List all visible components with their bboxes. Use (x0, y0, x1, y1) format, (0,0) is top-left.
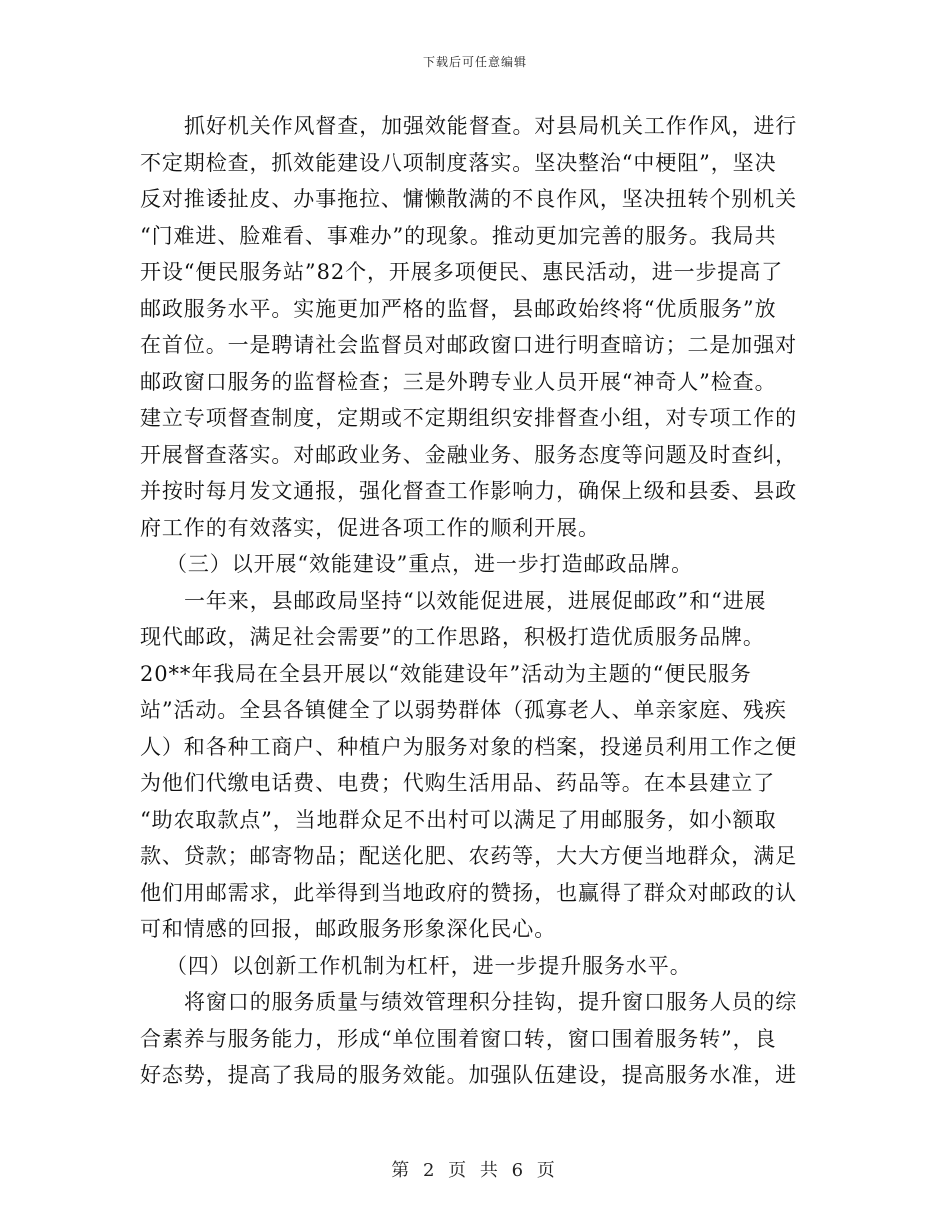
text-line: 抓好机关作风督查，加强效能督查。对县局机关工作作风，进行 (184, 114, 798, 138)
text-line: 站”活动。全县各镇健全了以弱势群体（孤寡老人、单亲家庭、残疾 (140, 698, 787, 722)
text-line: 开展督查落实。对邮政业务、金融业务、服务态度等问题及时查纠， (140, 442, 797, 467)
text-line: 反对推诿扯皮、办事拖拉、慵懒散满的不良作风，坚决扭转个别机关 (140, 187, 797, 211)
text-line: 开设“便民服务站”82个，开展多项便民、惠民活动，进一步提高了 (140, 260, 784, 284)
text-line: 20**年我局在全县开展以“效能建设年”活动为主题的“便民服务 (140, 661, 752, 686)
text-line: “助农取款点”，当地群众足不出村可以满足了用邮服务，如小额取 (140, 807, 777, 832)
text-line: 好态势，提高了我局的服务效能。加强队伍建设，提高服务水准，进 (140, 1063, 797, 1087)
text-line: 一年来，县邮政局坚持“以效能促进展，进展促邮政”和“进展 (184, 588, 767, 613)
text-line: 现代邮政，满足社会需要”的工作思路，积极打造优质服务品牌。 (140, 625, 765, 649)
text-line: 他们用邮需求，此举得到当地政府的赞扬，也赢得了群众对邮政的认 (140, 880, 797, 905)
section-heading: （四）以创新工作机制为杠杆，进一步提升服务水平。 (166, 953, 692, 978)
text-line: 人）和各种工商户、种植户为服务对象的档案，投递员利用工作之便 (140, 734, 797, 759)
text-line: 款、贷款；邮寄物品；配送化肥、农药等，大大方便当地群众，满足 (140, 844, 797, 868)
text-line: 在首位。一是聘请社会监督员对邮政窗口进行明查暗访；二是加强对 (140, 333, 797, 357)
text-line: 邮政服务水平。实施更加严格的监督，县邮政始终将“优质服务”放 (140, 296, 777, 321)
section-heading: （三）以开展“效能建设”重点，进一步打造邮政品牌。 (166, 552, 693, 576)
text-line: 为他们代缴电话费、电费；代购生活用品、药品等。在本县建立了 (140, 771, 776, 795)
text-line: “门难进、脸难看、事难办”的现象。推动更加完善的服务。我局共 (140, 223, 777, 248)
page-number: 第 2 页 共 6 页 (391, 1160, 559, 1181)
text-line: 邮政窗口服务的监督检查；三是外聘专业人员开展“神奇人”检查。 (140, 369, 777, 394)
text-line: 合素养与服务能力，形成“单位围着窗口转，窗口围着服务转”，良 (140, 1026, 777, 1051)
text-line: 不定期检查，抓效能建设八项制度落实。坚决整治“中梗阻”，坚决 (140, 150, 777, 175)
text-line: 并按时每月发文通报，强化督查工作影响力，确保上级和县委、县政 (140, 479, 797, 503)
text-line: 可和情感的回报，邮政服务形象深化民心。 (140, 917, 557, 941)
page-header-note: 下载后可任意编辑 (422, 55, 527, 69)
text-line: 建立专项督查制度，定期或不定期组织安排督查小组，对专项工作的 (140, 406, 797, 430)
text-line: 府工作的有效落实，促进各项工作的顺利开展。 (140, 515, 600, 540)
text-line: 将窗口的服务质量与绩效管理积分挂钩，提升窗口服务人员的综 (184, 990, 798, 1014)
document-body (140, 108, 800, 1094)
